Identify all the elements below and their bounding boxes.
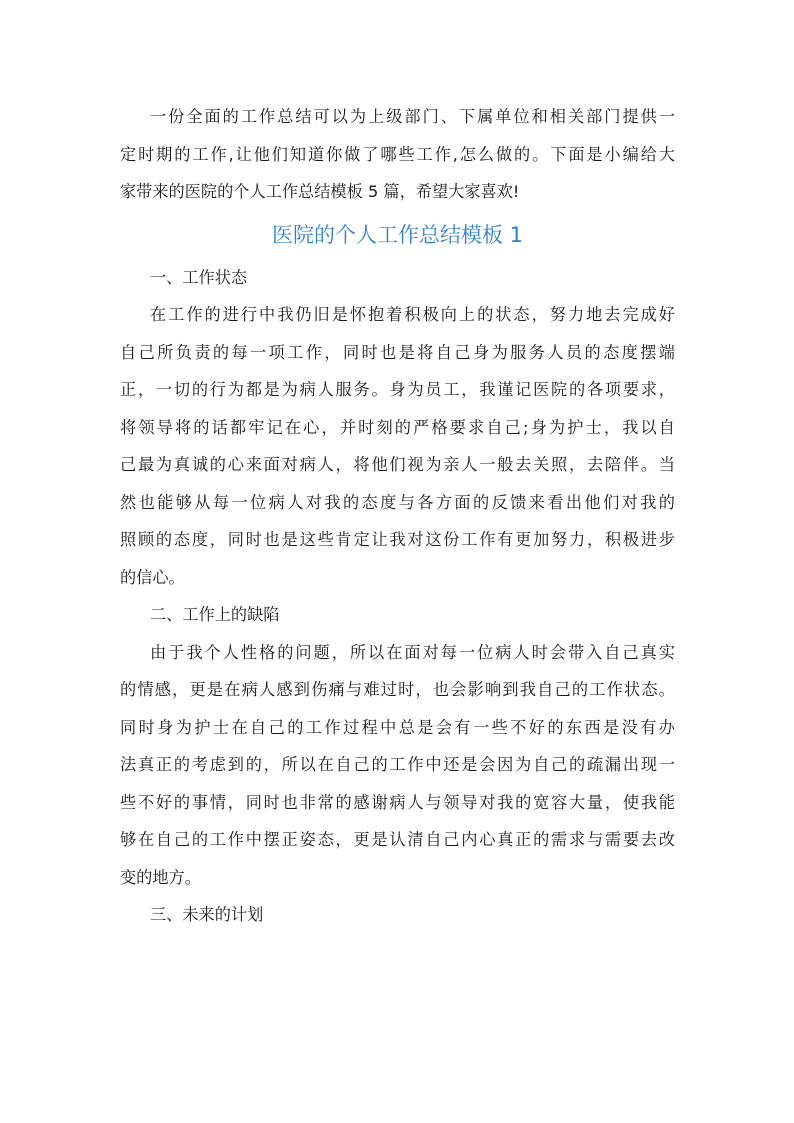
- paragraph-line: 的情感，更是在病人感到伤痛与难过时，也会影响到我自己的工作状态。: [120, 680, 675, 699]
- paragraph-line: 自己所负责的每一项工作，同时也是将自己身为服务人员的态度摆端: [120, 342, 675, 362]
- document-title: 医院的个人工作总结模板 1: [271, 222, 524, 247]
- paragraph-line: 照顾的态度，同时也是这些肯定让我对这份工作有更加努力，积极进步: [120, 530, 675, 549]
- paragraph-line: 在工作的进行中我仍旧是怀抱着积极向上的状态，努力地去完成好: [150, 305, 675, 324]
- paragraph-line: 然也能够从每一位病人对我的态度与各方面的反馈来看出他们对我的: [120, 492, 675, 512]
- section-heading-work-defects: 二、工作上的缺陷: [150, 605, 280, 624]
- paragraph-line: 将领导将的话都牢记在心，并时刻的严格要求自己;身为护士，我以自: [120, 417, 675, 437]
- paragraph-line: 一份全面的工作总结可以为上级部门、下属单位和相关部门提供一: [150, 107, 675, 126]
- paragraph-line: 的信心。: [120, 567, 185, 587]
- paragraph-line: 法真正的考虑到的，所以在自己的工作中还是会因为自己的疏漏出现一: [120, 755, 675, 774]
- paragraph-line: 定时期的工作,让他们知道你做了哪些工作,怎么做的。下面是小编给大: [120, 144, 675, 164]
- section-paragraph-work-status: [120, 296, 675, 596]
- paragraph-line: 够在自己的工作中摆正姿态，更是认清自己内心真正的需求与需要去改: [120, 830, 675, 849]
- section-heading-future-plan: 三、未来的计划: [150, 905, 264, 924]
- section-heading-work-status: 一、工作状态: [150, 267, 248, 287]
- paragraph-line: 己最为真诚的心来面对病人，将他们视为亲人一般去关照，去陪伴。当: [120, 455, 675, 474]
- paragraph-line: 家带来的医院的个人工作总结模板 5 篇，希望大家喜欢!: [120, 182, 520, 201]
- paragraph-line: 同时身为护士在自己的工作过程中总是会有一些不好的东西是没有办: [120, 717, 675, 737]
- paragraph-line: 由于我个人性格的问题，所以在面对每一位病人时会带入自己真实: [150, 642, 675, 662]
- document-page: [120, 98, 675, 934]
- section-paragraph-work-defects: [120, 634, 675, 897]
- paragraph-line: 变的地方。: [120, 867, 201, 887]
- paragraph-line: 正，一切的行为都是为病人服务。身为员工，我谨记医院的各项要求，: [120, 380, 675, 399]
- paragraph-line: 些不好的事情，同时也非常的感谢病人与领导对我的宽容大量，使我能: [120, 792, 675, 812]
- intro-paragraph: [120, 98, 675, 211]
